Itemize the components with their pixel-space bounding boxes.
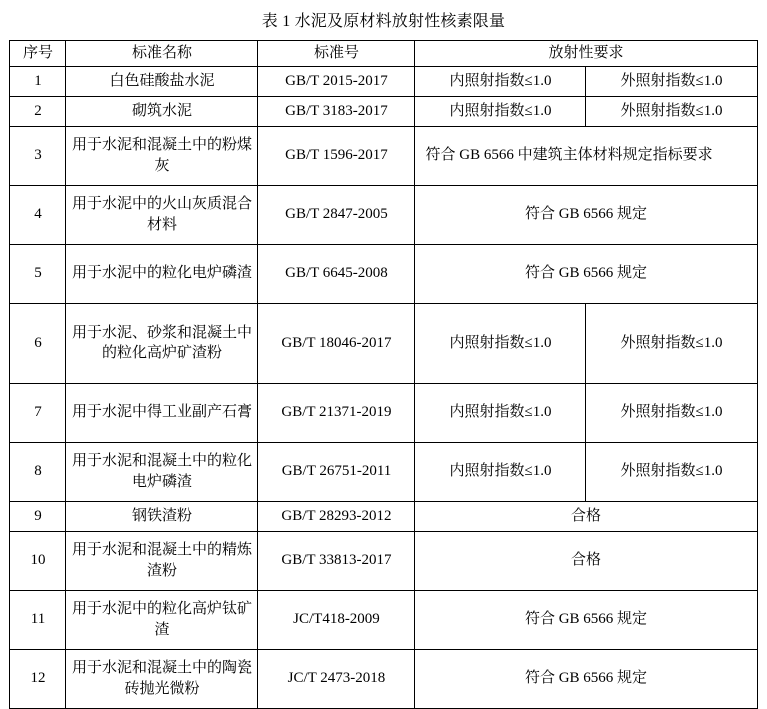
- table-row: [10, 126, 757, 185]
- cell-code: GB/T 18046-2017: [258, 303, 415, 383]
- cell-requirement: 符合 GB 6566 规定: [415, 244, 757, 303]
- cell-name: 白色硅酸盐水泥: [66, 66, 258, 96]
- cell-code: GB/T 21371-2019: [258, 383, 415, 442]
- cell-code: GB/T 26751-2011: [258, 442, 415, 501]
- cell-name: 用于水泥和混凝土中的粉煤灰: [66, 126, 258, 185]
- cell-requirement-external: 外照射指数≤1.0: [586, 442, 757, 501]
- cell-no: 7: [10, 383, 66, 442]
- cell-name: 用于水泥中得工业副产石膏: [66, 383, 258, 442]
- column-header-requirement: 放射性要求: [415, 41, 757, 67]
- table-body: [10, 66, 757, 708]
- column-header-code: 标准号: [258, 41, 415, 67]
- cell-requirement: 符合 GB 6566 中建筑主体材料规定指标要求: [415, 126, 757, 185]
- cell-requirement: 合格: [415, 531, 757, 590]
- column-header-name: 标准名称: [66, 41, 258, 67]
- cell-no: 4: [10, 185, 66, 244]
- cell-no: 12: [10, 649, 66, 708]
- table-row: [10, 96, 757, 126]
- cell-no: 2: [10, 96, 66, 126]
- cell-requirement-external: 外照射指数≤1.0: [586, 66, 757, 96]
- cell-code: GB/T 2847-2005: [258, 185, 415, 244]
- cell-requirement-external: 外照射指数≤1.0: [586, 303, 757, 383]
- cell-name: 用于水泥中的火山灰质混合材料: [66, 185, 258, 244]
- cell-name: 钢铁渣粉: [66, 501, 258, 531]
- table-header-row: [10, 41, 757, 67]
- table-row: [10, 649, 757, 708]
- cell-code: GB/T 28293-2012: [258, 501, 415, 531]
- cell-requirement-external: 外照射指数≤1.0: [586, 383, 757, 442]
- cell-name: 用于水泥和混凝土中的精炼渣粉: [66, 531, 258, 590]
- table-row: [10, 185, 757, 244]
- cell-no: 10: [10, 531, 66, 590]
- column-header-no: 序号: [10, 41, 66, 67]
- cell-name: 用于水泥和混凝土中的粒化电炉磷渣: [66, 442, 258, 501]
- cell-code: GB/T 2015-2017: [258, 66, 415, 96]
- cell-requirement: 合格: [415, 501, 757, 531]
- cell-requirement-internal: 内照射指数≤1.0: [415, 96, 586, 126]
- table-row: [10, 531, 757, 590]
- cell-code: GB/T 1596-2017: [258, 126, 415, 185]
- table-row: [10, 442, 757, 501]
- cell-no: 8: [10, 442, 66, 501]
- table-row: [10, 303, 757, 383]
- cell-requirement: 符合 GB 6566 规定: [415, 590, 757, 649]
- cell-code: GB/T 6645-2008: [258, 244, 415, 303]
- cell-no: 1: [10, 66, 66, 96]
- cell-no: 11: [10, 590, 66, 649]
- cell-no: 6: [10, 303, 66, 383]
- cell-no: 5: [10, 244, 66, 303]
- cell-no: 3: [10, 126, 66, 185]
- cell-name: 用于水泥和混凝土中的陶瓷砖抛光微粉: [66, 649, 258, 708]
- cell-requirement-internal: 内照射指数≤1.0: [415, 303, 586, 383]
- cell-code: GB/T 33813-2017: [258, 531, 415, 590]
- cell-code: JC/T418-2009: [258, 590, 415, 649]
- cell-requirement: 符合 GB 6566 规定: [415, 649, 757, 708]
- radioactivity-limits-table: [9, 40, 757, 709]
- cell-requirement-internal: 内照射指数≤1.0: [415, 442, 586, 501]
- cell-requirement-internal: 内照射指数≤1.0: [415, 383, 586, 442]
- cell-code: JC/T 2473-2018: [258, 649, 415, 708]
- cell-no: 9: [10, 501, 66, 531]
- table-row: [10, 66, 757, 96]
- cell-name: 用于水泥中的粒化高炉钛矿渣: [66, 590, 258, 649]
- cell-requirement-external: 外照射指数≤1.0: [586, 96, 757, 126]
- table-row: [10, 501, 757, 531]
- cell-code: GB/T 3183-2017: [258, 96, 415, 126]
- table-row: [10, 383, 757, 442]
- table-row: [10, 590, 757, 649]
- table-row: [10, 244, 757, 303]
- cell-name: 用于水泥中的粒化电炉磷渣: [66, 244, 258, 303]
- cell-name: 砌筑水泥: [66, 96, 258, 126]
- cell-requirement-internal: 内照射指数≤1.0: [415, 66, 586, 96]
- table-caption: 表 1 水泥及原材料放射性核素限量: [261, 13, 506, 30]
- cell-name: 用于水泥、砂浆和混凝土中的粒化高炉矿渣粉: [66, 303, 258, 383]
- cell-requirement: 符合 GB 6566 规定: [415, 185, 757, 244]
